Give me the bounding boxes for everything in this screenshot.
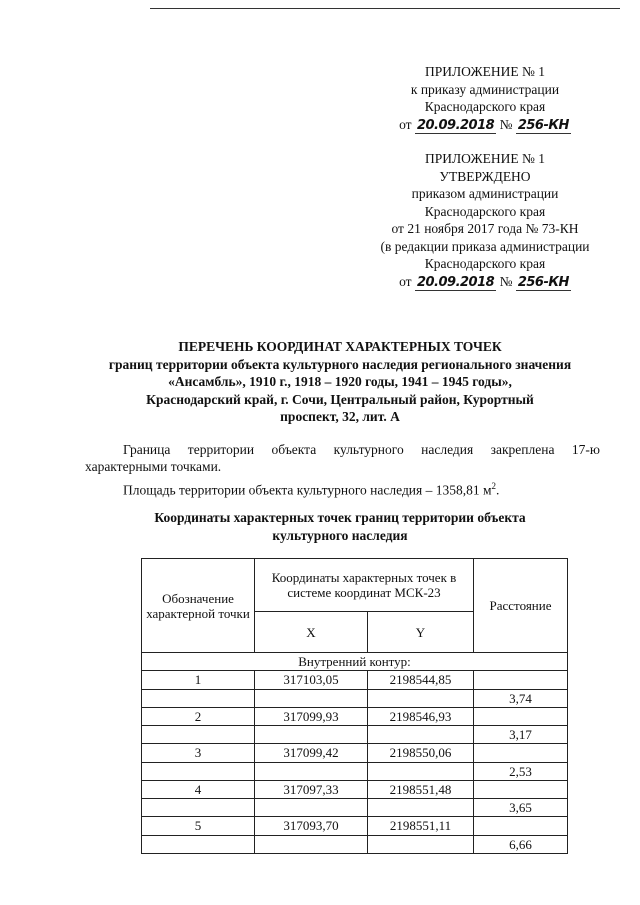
empty-cell <box>255 726 368 744</box>
appendix-1-date-line <box>350 116 620 135</box>
distance-value: 3,74 <box>474 689 568 707</box>
appendix-1-heading: ПРИЛОЖЕНИЕ № 1 <box>424 64 546 79</box>
table-row <box>142 799 568 817</box>
appendix-2-line: приказом администрации <box>411 186 559 201</box>
empty-cell <box>474 707 568 726</box>
empty-cell <box>368 799 474 817</box>
number-sign: № <box>499 273 513 289</box>
table-row <box>142 726 568 744</box>
date-prefix: от <box>399 273 412 289</box>
appendix-2-heading: ПРИЛОЖЕНИЕ № 1 <box>424 151 546 166</box>
point-number: 2 <box>142 707 255 726</box>
title-line: проспект, 32, лит. А <box>280 409 400 424</box>
table-row <box>142 707 568 726</box>
handwritten-date: 20.09.2018 <box>416 117 495 133</box>
header-x: X <box>255 612 368 653</box>
point-number: 1 <box>142 671 255 690</box>
point-y: 2198550,06 <box>368 744 474 763</box>
appendix-2-date-line <box>350 273 620 292</box>
point-y: 2198544,85 <box>368 671 474 690</box>
table-row <box>142 762 568 780</box>
point-y: 2198546,93 <box>368 707 474 726</box>
point-number: 4 <box>142 780 255 799</box>
handwritten-date: 20.09.2018 <box>416 274 495 290</box>
coordinates-table <box>141 558 568 854</box>
document-title <box>100 338 580 426</box>
empty-cell <box>142 762 255 780</box>
empty-cell <box>368 835 474 853</box>
title-line: «Ансамбль», 1910 г., 1918 – 1920 годы, 1941 – 1945 годы», <box>168 374 512 389</box>
empty-cell <box>142 835 255 853</box>
empty-cell <box>142 689 255 707</box>
empty-cell <box>474 780 568 799</box>
appendix-2-line: Краснодарского края <box>424 203 546 219</box>
empty-cell <box>474 817 568 836</box>
distance-value: 3,65 <box>474 799 568 817</box>
empty-cell <box>255 762 368 780</box>
point-number: 3 <box>142 744 255 763</box>
handwritten-number: 256-КН <box>517 274 569 290</box>
point-x: 317099,93 <box>255 707 368 726</box>
table-row <box>142 689 568 707</box>
empty-cell <box>255 835 368 853</box>
appendix-1-line: к приказу администрации <box>410 81 560 97</box>
point-number: 5 <box>142 817 255 836</box>
empty-cell <box>368 689 474 707</box>
date-prefix: от <box>399 116 412 132</box>
empty-cell <box>474 671 568 690</box>
empty-cell <box>255 689 368 707</box>
distance-value: 3,17 <box>474 726 568 744</box>
appendix-1-block <box>350 63 620 134</box>
appendix-2-line: от 21 ноября 2017 года № 73-КН <box>391 221 579 236</box>
point-x: 317097,33 <box>255 780 368 799</box>
area-end: . <box>496 482 500 498</box>
area-text: Площадь территории объекта культурного наследия – 1358,81 м <box>123 482 492 498</box>
table-title <box>120 509 560 544</box>
distance-value: 6,66 <box>474 835 568 853</box>
title-line: ПЕРЕЧЕНЬ КООРДИНАТ ХАРАКТЕРНЫХ ТОЧЕК <box>178 339 502 354</box>
appendix-2-block <box>350 150 620 291</box>
empty-cell <box>255 799 368 817</box>
point-x: 317093,70 <box>255 817 368 836</box>
table-row <box>142 744 568 763</box>
appendix-2-line: Краснодарского края <box>424 256 546 271</box>
appendix-1-line: Краснодарского края <box>424 99 546 114</box>
point-y: 2198551,48 <box>368 780 474 799</box>
table-row <box>142 817 568 836</box>
empty-cell <box>368 726 474 744</box>
table-title-line: культурного наследия <box>272 527 408 543</box>
point-x: 317103,05 <box>255 671 368 690</box>
appendix-2-approved: УТВЕРЖДЕНО <box>439 168 531 184</box>
appendix-2-line: (в редакции приказа администрации <box>380 238 590 254</box>
empty-cell <box>474 744 568 763</box>
empty-cell <box>142 799 255 817</box>
distance-value: 2,53 <box>474 762 568 780</box>
handwritten-number: 256-КН <box>517 117 569 133</box>
table-row <box>142 835 568 853</box>
table-row <box>142 671 568 690</box>
empty-cell <box>368 762 474 780</box>
point-x: 317099,42 <box>255 744 368 763</box>
area-superscript: 2 <box>491 481 497 491</box>
point-y: 2198551,11 <box>368 817 474 836</box>
header-coordinates: Координаты характерных точек в системе координат МСК-23 <box>255 559 474 612</box>
header-y: Y <box>368 612 474 653</box>
number-sign: № <box>499 116 513 132</box>
header-point: Обозначение характерной точки <box>142 559 255 653</box>
paragraph-area <box>123 478 593 499</box>
table-title-line: Координаты характерных точек границ территории объекта <box>154 510 526 525</box>
contour-label: Внутренний контур: <box>142 653 568 671</box>
table-row <box>142 780 568 799</box>
empty-cell <box>142 726 255 744</box>
title-line: Краснодарский край, г. Сочи, Центральный район, Курортный <box>146 391 534 407</box>
paragraph-points: Граница территории объекта культурного наследия закреплена 17-ю характерными точками. <box>85 442 600 474</box>
top-border-line <box>150 8 620 9</box>
title-line: границ территории объекта культурного наследия регионального значения <box>108 356 572 372</box>
header-distance: Расстояние <box>474 559 568 653</box>
